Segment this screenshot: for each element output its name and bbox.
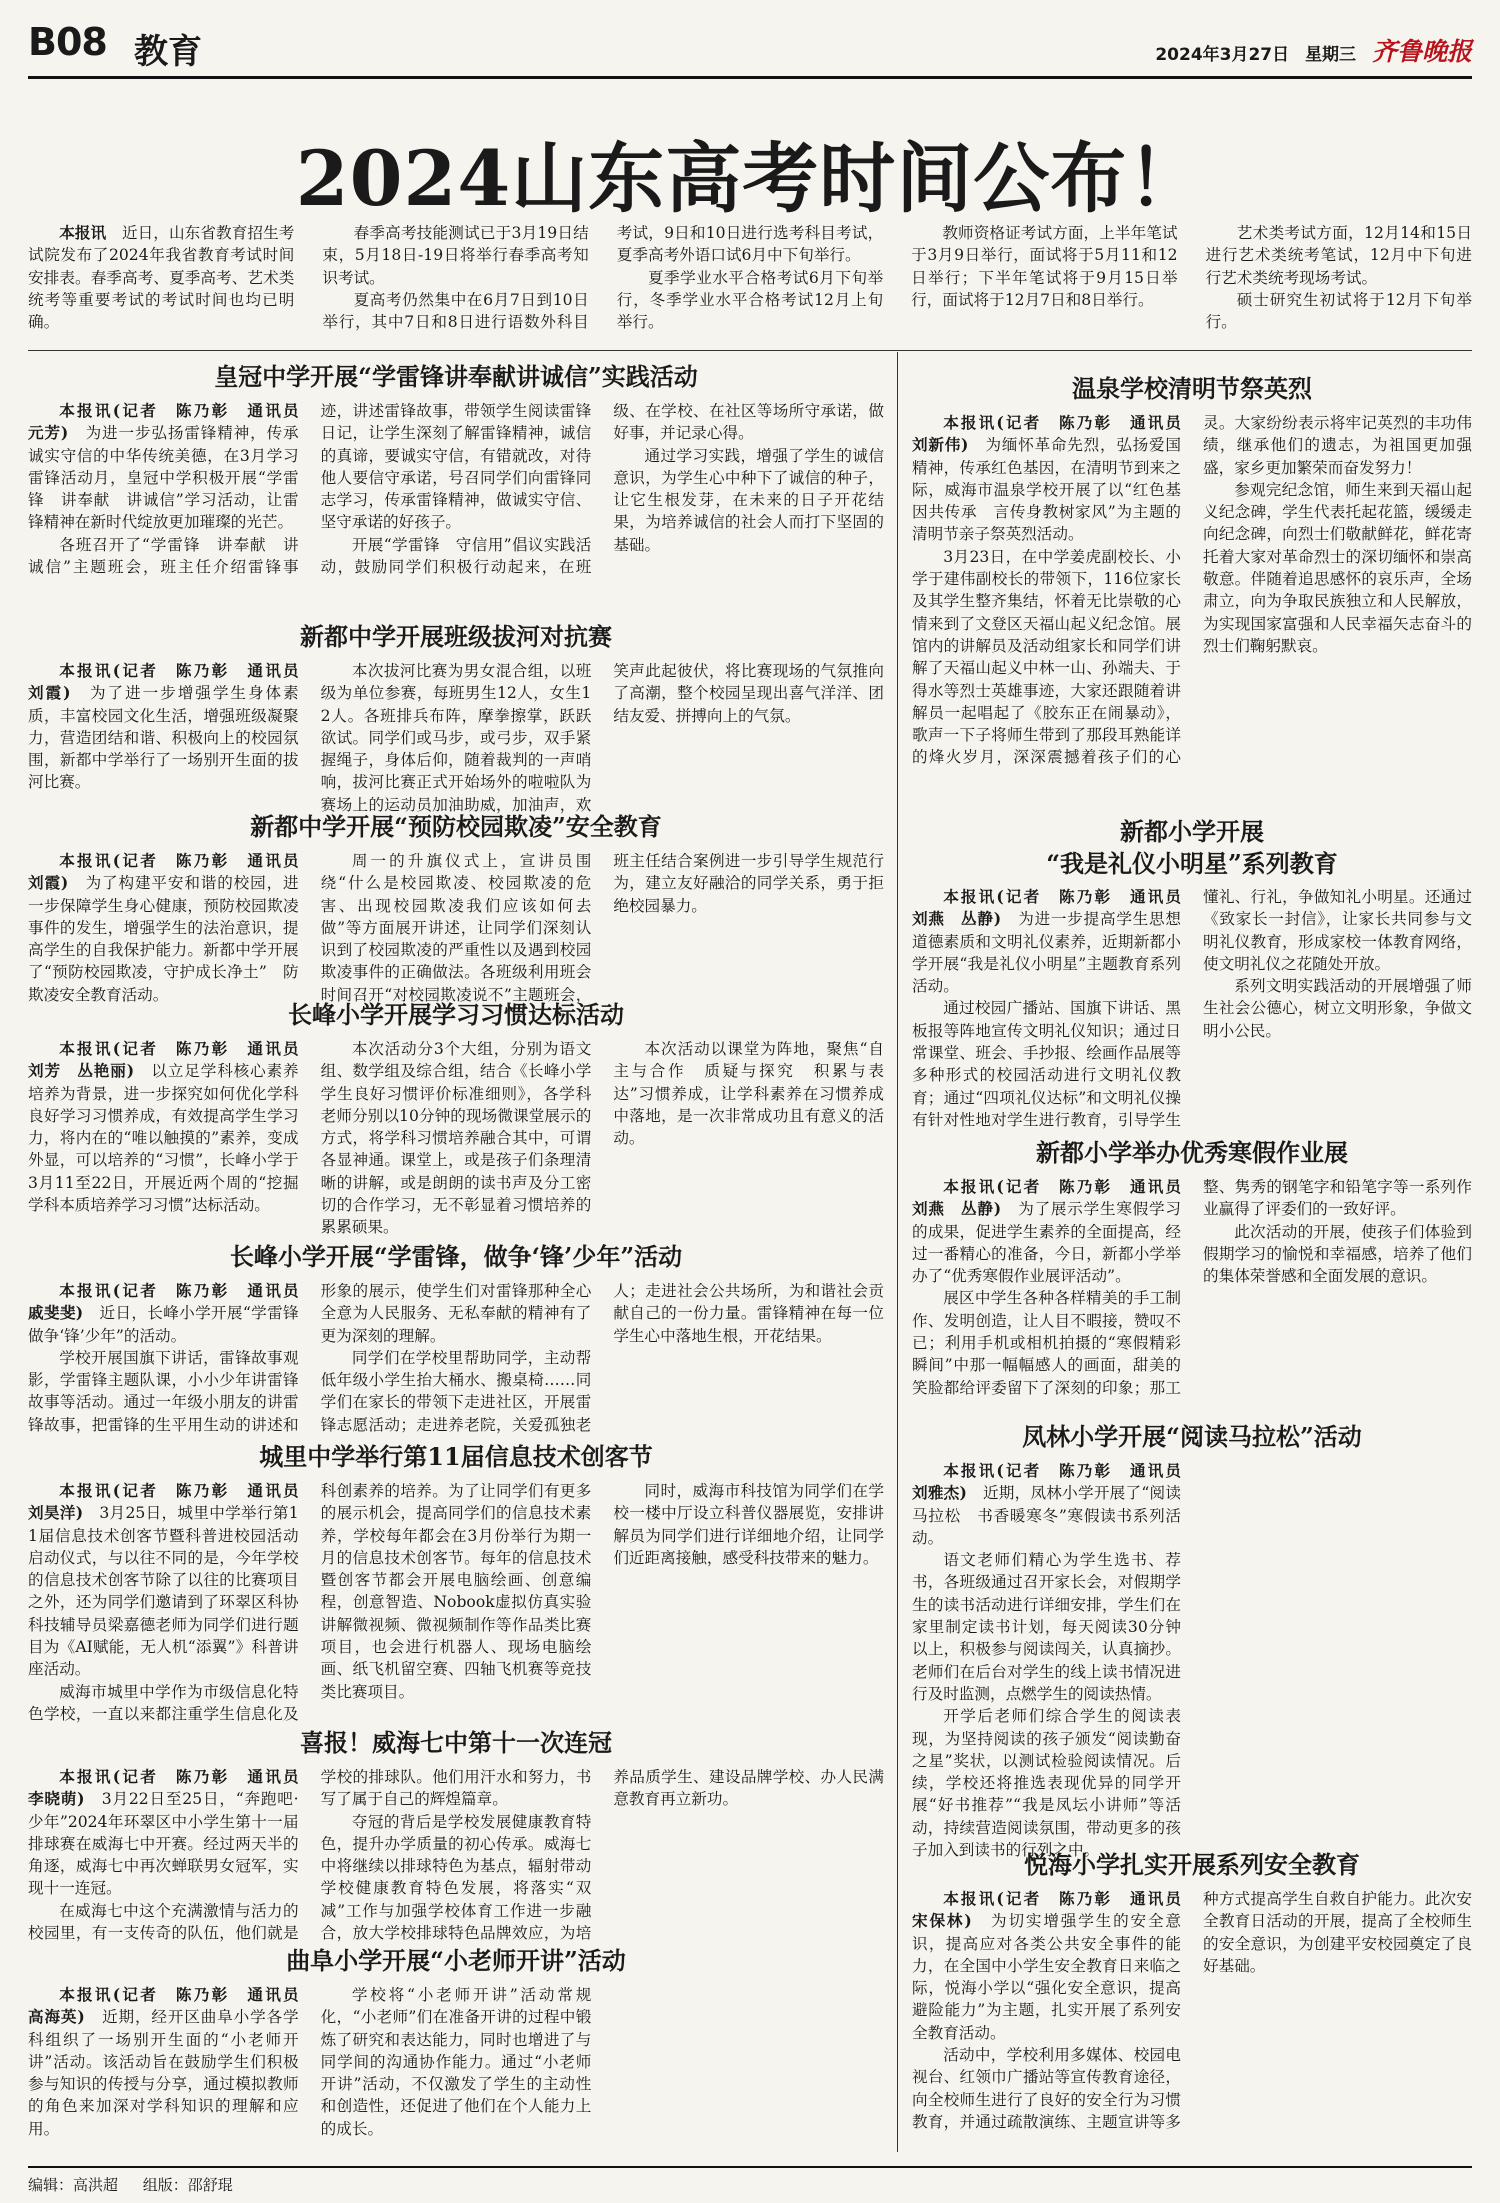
masthead <box>28 16 1472 74</box>
issue-date: 2024年3月27日 <box>1155 45 1290 65</box>
article-chengli: 城里中学举行第11届信息技术创客节 本报讯(记者 陈乃彰 通讯员 刘昊洋) 3月25日，城里中学举行第11届信息技术创客节暨科普进校园活动启动仪式，与以往不同的是，今年学校的信息技术创客节除了以往的比赛项目之外，还为同学们邀请到了环翠区科协科技辅导员梁嘉德老师为同学们进行题目为《AI赋能，无人机“添翼”》科普讲座活动。 威海市城里中学作为市级信息化特色学校，一直以来都注重学生信息化及科创素养的培养。为了让同学们有更多的展示机会，提高同学们的信息技术素养，学校每年都会在3月份举行为期一月的信息技术创客节。每年的信息技术暨创客节都会开展电脑绘画、创意编程，创意智造、Nobook虚拟仿真实验讲解微视频、微视频制作等作品类比赛项目，也会进行机器人、现场电脑绘画、纸飞机留空赛、四轴飞机赛等竞技类比赛项目。 同时，威海市科技馆为同学们在学校一楼中厅设立科普仪器展览，安排讲解员为同学们进行详细地介绍，让同学们近距离接触，感受科技带来的魅力。 <box>28 1442 884 1723</box>
lead-paragraph: 教师资格证考试方面，上半年笔试于3月9日举行，面试将于5月11和12日举行；下半年笔试将于9月15日举行，面试将于12月7日和8日举行。 <box>911 224 1178 309</box>
issue-info <box>1145 32 1472 68</box>
article-changfeng-leifeng: 长峰小学开展“学雷锋，做争‘锋’少年”活动 本报讯(记者 陈乃彰 通讯员 戚斐斐) 近日，长峰小学开展“学雷锋做争‘锋’少年”的活动。 学校开展国旗下讲话，雷锋故事观影，学雷锋主题队课，小小少年讲雷锋故事等活动。通过一年级小朋友的讲雷锋故事，把雷锋的生平用生动的讲述和形象的展示，使学生们对雷锋那种全心全意为人民服务、无私奉献的精神有了更为深刻的理解。 同学们在学校里帮助同学，主动帮低年级小学生抬大桶水、搬桌椅……同学们在家长的带领下走进社区，开展雷锋志愿活动；走进养老院，关爱孤独老人；走进社会公共场所，为和谐社会贡献自己的一份力量。雷锋精神在每一位学生心中落地生根，开花结果。 <box>28 1242 884 1434</box>
byline: 本报讯(记者 陈乃彰 通讯员 李晓萌) <box>28 1767 315 1809</box>
byline: 本报讯(记者 陈乃彰 通讯员 刘雅杰) <box>912 1461 1197 1503</box>
byline: 本报讯(记者 陈乃彰 通讯员 宋保林) <box>912 1889 1197 1931</box>
byline: 本报讯(记者 陈乃彰 通讯员 刘新伟) <box>912 413 1197 455</box>
article-xindu-baling: 新都中学开展“预防校园欺凌”安全教育 本报讯(记者 陈乃彰 通讯员 刘霞) 为了构建平安和谐的校园，进一步保障学生身心健康，预防校园欺凌事件的发生，增强学生的法治意识，提高学生的自我保护能力。新都中学开展了“预防校园欺凌，守护成长净土” 防欺凌安全教育活动。 周一的升旗仪式上，宣讲员围绕“什么是校园欺凌、校园欺凌的危害、出现校园欺凌我们应该如何去做”等方面展开讲述，让同学们深刻认识到了校园欺凌的严重性以及遇到校园欺凌事件的正确做法。各班级利用班会时间召开“对校园欺凌说不”主题班会，班主任结合案例进一步引导学生规范行为，建立友好融洽的同学关系，勇于拒绝校园暴力。 <box>28 812 884 1004</box>
divider <box>28 350 1472 351</box>
article-title: 新都小学开展 “我是礼仪小明星”系列教育 <box>1046 817 1338 878</box>
section-name: 教育 <box>134 32 202 72</box>
article-fenglin: 凤林小学开展“阅读马拉松”活动 本报讯(记者 陈乃彰 通讯员 刘雅杰) 近期，凤林小学开展了“阅读马拉松 书香暖寒冬”寒假读书系列活动。 语文老师们精心为学生选书、荐书，各班级通过召开家长会，对假期学生的读书活动进行详细安排，学生们在家里制定读书计划，每天阅读30分钟以上，积极参与阅读闯关，认真摘抄。老师们在后台对学生的线上读书情况进行及时监测，点燃学生的阅读热情。 开学后老师们综合学生的阅读表现，为坚持阅读的孩子颁发“阅读勤奋之星”奖状，以测试检验阅读情况。后续，学校还将推选表现优异的同学开展“好书推荐”“我是凤坛小讲师”等活动，持续营造阅读氛围，带动更多的孩子加入到读书的行列之中。 <box>912 1420 1472 1862</box>
article-title: 新都中学开展“预防校园欺凌”安全教育 <box>250 812 662 841</box>
byline: 本报讯(记者 陈乃彰 通讯员 刘霞) <box>28 851 315 893</box>
article-title: 长峰小学开展学习习惯达标活动 <box>288 1000 624 1029</box>
lead-paragraph: 夏高考仍然集中在6月7日到10日举行，其中7日和8日进行语数外科目考试，9日和10日进行选考科目考试，夏季高考外语口试6月中下旬举行。 <box>322 224 884 332</box>
article-wenquan: 温泉学校清明节祭英烈 本报讯(记者 陈乃彰 通讯员 刘新伟) 为缅怀革命先烈，弘扬爱国精神，传承红色基因，在清明节到来之际，威海市温泉学校开展了以“红色基因共传承 言传身教树家风”为主题的清明节亲子祭英烈活动。 3月23日，在中学姜虎副校长、小学于建伟副校长的带领下，116位家长及其学生整齐集结，怀着无比崇敬的心情来到了文登区天福山起义纪念馆。展馆内的讲解员及活动组家长和同学们讲解了天福山起义中林一山、孙端夫、于得水等烈士英雄事迹，大家还跟随着讲解员一起唱起了《胶东正在闹暴动》，歌声一下子将师生带到了那段耳熟能详的烽火岁月，深深震撼着孩子们的心灵。大家纷纷表示将牢记英烈的丰功伟绩，继承他们的遗志，为祖国更加强盛，家乡更加繁荣而奋发努力！ 参观完纪念馆，师生来到天福山起义纪念碑，学生代表托起花篮，缓缓走向纪念碑，向烈士们敬献鲜花，鲜花寄托着大家对革命烈士的深切缅怀和崇高敬意。伴随着追思感怀的哀乐声，全场肃立，向为争取民族独立和人民解放，为实现国家富强和人民幸福矢志奋斗的烈士们鞠躬默哀。 <box>912 374 1472 767</box>
byline: 本报讯(记者 陈乃彰 通讯员 刘燕 丛静) <box>912 887 1197 929</box>
article-title: 新都中学开展班级拔河对抗赛 <box>300 622 612 651</box>
article-xindu-liyi: 新都小学开展 “我是礼仪小明星”系列教育 本报讯(记者 陈乃彰 通讯员 刘燕 丛静) 为进一步提高学生思想道德素质和文明礼仪素养，近期新都小学开展“我是礼仪小明星”主题教育系列活动。 通过校园广播站、国旗下讲话、黑板报等阵地宣传文明礼仪知识；通过日常课堂、班会、手抄报、绘画作品展等多种形式的校园活动进行文明礼仪教育；通过“四项礼仪达标”和文明礼仪操有针对性地对学生进行教育，引导学生懂礼、行礼，争做知礼小明星。还通过《致家长一封信》，让家长共同参与文明礼仪教育，形成家校一体教育网络，使文明礼仪之花随处开放。 系列文明实践活动的开展增强了师生社会公德心，树立文明形象，争做文明小公民。 <box>912 817 1472 1129</box>
article-title: 喜报！威海七中第十一次连冠 <box>300 1728 612 1757</box>
article-title: 城里中学举行第11届信息技术创客节 <box>259 1442 653 1471</box>
byline: 本报讯 <box>59 223 107 242</box>
article-weihai7: 喜报！威海七中第十一次连冠 本报讯(记者 陈乃彰 通讯员 李晓萌) 3月22日至25日，“奔跑吧·少年”2024年环翠区中小学生第十一届排球赛在威海七中开赛。经过两天半的角逐，威海七中再次蝉联男女冠军，实现十一连冠。 在威海七中这个充满激情与活力的校园里，有一支传奇的队伍，他们就是学校的排球队。他们用汗水和努力，书写了属于自己的辉煌篇章。 夺冠的背后是学校发展健康教育特色，提升办学质量的初心传承。威海七中将继续以排球特色为基点，辐射带动学校健康教育特色发展，将落实“双减”工作与加强学校体育工作进一步融合，放大学校排球特色品牌效应，为培养品质学生、建设品牌学校、办人民满意教育再立新功。 <box>28 1728 884 1943</box>
column-divider <box>897 352 898 2152</box>
header-rule <box>28 76 1472 79</box>
main-headline: 2024山东高考时间公布！ <box>295 134 1205 223</box>
article-qufu: 曲阜小学开展“小老师开讲”活动 本报讯(记者 陈乃彰 通讯员 高海英) 近期，经开区曲阜小学各学科组织了一场别开生面的“小老师开讲”活动。该活动旨在鼓励学生们积极参与知识的传授与分享，通过模拟教师的角色来加深对学科知识的理解和应用。 学校将“小老师开讲”活动常规化，“小老师”们在准备开讲的过程中锻炼了研究和表达能力，同时也增进了与同学间的沟通协作能力。通过“小老师开讲”活动，不仅激发了学生的主动性和创造性，还促进了他们在个人能力上的成长。 <box>28 1944 884 2164</box>
byline: 本报讯(记者 陈乃彰 通讯员 刘芳 丛艳丽) <box>28 1039 315 1081</box>
byline: 本报讯(记者 陈乃彰 通讯员 元芳) <box>28 401 315 443</box>
byline: 本报讯(记者 陈乃彰 通讯员 刘燕 丛静) <box>912 1177 1197 1219</box>
byline: 本报讯(记者 陈乃彰 通讯员 高海英) <box>28 1985 315 2027</box>
article-changfeng-xiguan: 长峰小学开展学习习惯达标活动 本报讯(记者 陈乃彰 通讯员 刘芳 丛艳丽) 以立足学科核心素养培养为背景，进一步探究如何优化学科良好学习习惯养成，有效提高学生学习力，将内在的“唯以触摸的”素养，变成外显，可以培养的“习惯”，长峰小学于3月11至22日，开展近两个周的“挖掘学科本质培养学习习惯”达标活动。 本次活动分3个大组，分别为语文组、数学组及综合组，结合《长峰小学学生良好习惯评价标准细则》，各学科老师分别以10分钟的现场微课堂展示的方式，将学科习惯培养融合其中，可谓各显神通。课堂上，或是孩子们条理清晰的讲解，或是朗朗的读书声及分工密切的合作学习，无不彰显着习惯培养的累累硕果。 本次活动以课堂为阵地，聚焦“自主与合作 质疑与探究 积累与表达”习惯养成，让学科素养在习惯养成中落地，是一次非常成功且有意义的活动。 <box>28 1000 884 1237</box>
article-title: 凤林小学开展“阅读马拉松”活动 <box>1022 1422 1362 1451</box>
layout-credit: 组版：邵舒琨 <box>142 2176 233 2194</box>
article-yuehai: 悦海小学扎实开展系列安全教育 本报讯(记者 陈乃彰 通讯员 宋保林) 为切实增强学生的安全意识，提高应对各类公共安全事件的能力，在全国中小学生安全教育日来临之际，悦海小学以“强化安全意识，提高避险能力”为主题，扎实开展了系列安全教育活动。 活动中，学校利用多媒体、校园电视台、红领巾广播站等宣传教育途径，向全校师生进行了良好的安全行为习惯教育，并通过疏散演练、主题宣讲等多种方式提高学生自救自护能力。此次安全教育日活动的开展，提高了全校师生的安全意识，为创建平安校园奠定了良好基础。 <box>912 1850 1472 2131</box>
article-title: 悦海小学扎实开展系列安全教育 <box>1024 1850 1360 1879</box>
article-xindu-bahe: 新都中学开展班级拔河对抗赛 本报讯(记者 陈乃彰 通讯员 刘霞) 为了进一步增强学生身体素质，丰富校园文化生活，增强班级凝聚力，营造团结和谐、积极向上的校园氛围，新都中学举行了一场别开生面的拔河比赛。 本次拔河比赛为男女混合组，以班级为单位参赛，每班男生12人，女生12人。各班排兵布阵，摩拳擦掌，跃跃欲试。同学们或马步，或弓步，双手紧握绳子，身体后仰，随着裁判的一声哨响，拔河比赛正式开始场外的啦啦队为赛场上的运动员加油助威，加油声，欢笑声此起彼伏，将比赛现场的气氛推向了高潮，整个校园呈现出喜气洋洋、团结友爱、拼搏向上的气氛。 <box>28 622 884 814</box>
article-huangguan: 皇冠中学开展“学雷锋讲奉献讲诚信”实践活动 本报讯(记者 陈乃彰 通讯员 元芳) 为进一步弘扬雷锋精神，传承诚实守信的中华传统美德，在3月学习雷锋活动月，皇冠中学积极开展“学雷锋 讲奉献 讲诚信”学习活动，让雷锋精神在新时代绽放更加璀璨的光芒。 各班召开了“学雷锋 讲奉献 讲诚信”主题班会，班主任介绍雷锋事迹，讲述雷锋故事，带领学生阅读雷锋日记，让学生深刻了解雷锋精神，诚信的真谛，要诚实守信，有错就改，对待他人要信守承诺，号召同学们向雷锋同志学习，传承雷锋精神，做诚实守信、坚守承诺的好孩子。 开展“学雷锋 守信用”倡议实践活动，鼓励同学们积极行动起来，在班级、在学校、在社区等场所守承诺，做好事，并记录心得。 通过学习实践，增强了学生的诚信意识，为学生心中种下了诚信的种子，让它生根发芽，在未来的日子开花结果，为培养诚信的社会人而打下坚固的基础。 <box>28 362 884 577</box>
page-footer <box>28 2166 1472 2195</box>
lead-paragraph: 艺术类考试方面，12月14和15日进行艺术类统考笔试，12月中下旬进行艺术类统考现场考试。 <box>1205 224 1472 287</box>
newspaper-logo: 齐鲁晚报 <box>1371 37 1472 66</box>
article-title: 曲阜小学开展“小老师开讲”活动 <box>286 1946 626 1975</box>
article-title: 长峰小学开展“学雷锋，做争‘锋’少年”活动 <box>229 1242 683 1271</box>
article-title: 新都小学举办优秀寒假作业展 <box>1036 1138 1348 1167</box>
section-code: B08 <box>28 20 107 64</box>
article-xindu-hanjia: 新都小学举办优秀寒假作业展 本报讯(记者 陈乃彰 通讯员 刘燕 丛静) 为了展示学生寒假学习的成果，促进学生素养的全面提高，经过一番精心的准备，今日，新都小学举办了“优秀寒假作业展评活动”。 展区中学生各种各样精美的手工制作、发明创造，让人目不暇接，赞叹不已；利用手机或相机拍摄的“寒假精彩瞬间”中那一幅幅感人的画面，甜美的笑脸都给评委留下了深刻的印象；那工整、隽秀的钢笔字和铅笔字等一系列作业赢得了评委们的一致好评。 此次活动的开展，使孩子们体验到假期学习的愉悦和幸福感，培养了他们的集体荣誉感和全面发展的意识。 <box>912 1138 1472 1397</box>
lead-paragraph: 春季高考技能测试已于3月19日结束，5月18日-19日将举行春季高考知识考试。 <box>322 224 589 287</box>
lead-article <box>28 222 1472 338</box>
lead-paragraph: 夏季学业水平合格考试6月下旬举行，冬季学业水平合格考试12月上旬举行。 <box>616 268 884 332</box>
byline: 本报讯(记者 陈乃彰 通讯员 刘昊洋) <box>28 1481 315 1523</box>
article-title: 皇冠中学开展“学雷锋讲奉献讲诚信”实践活动 <box>214 362 698 391</box>
lead-paragraph: 本报讯 近日，山东省教育招生考试院发布了2024年我省教育考试时间安排表。春季高考、夏季高考、艺术类统考等重要考试的考试时间也均已明确。 <box>28 223 295 332</box>
editor-credit: 编辑：高洪超 <box>28 2176 119 2194</box>
issue-weekday: 星期三 <box>1305 45 1357 65</box>
byline: 本报讯(记者 陈乃彰 通讯员 戚斐斐) <box>28 1281 315 1323</box>
lead-paragraph: 硕士研究生初试将于12月下旬举行。 <box>1205 290 1472 332</box>
byline: 本报讯(记者 陈乃彰 通讯员 刘霞) <box>28 661 315 703</box>
article-title: 温泉学校清明节祭英烈 <box>1072 374 1312 403</box>
